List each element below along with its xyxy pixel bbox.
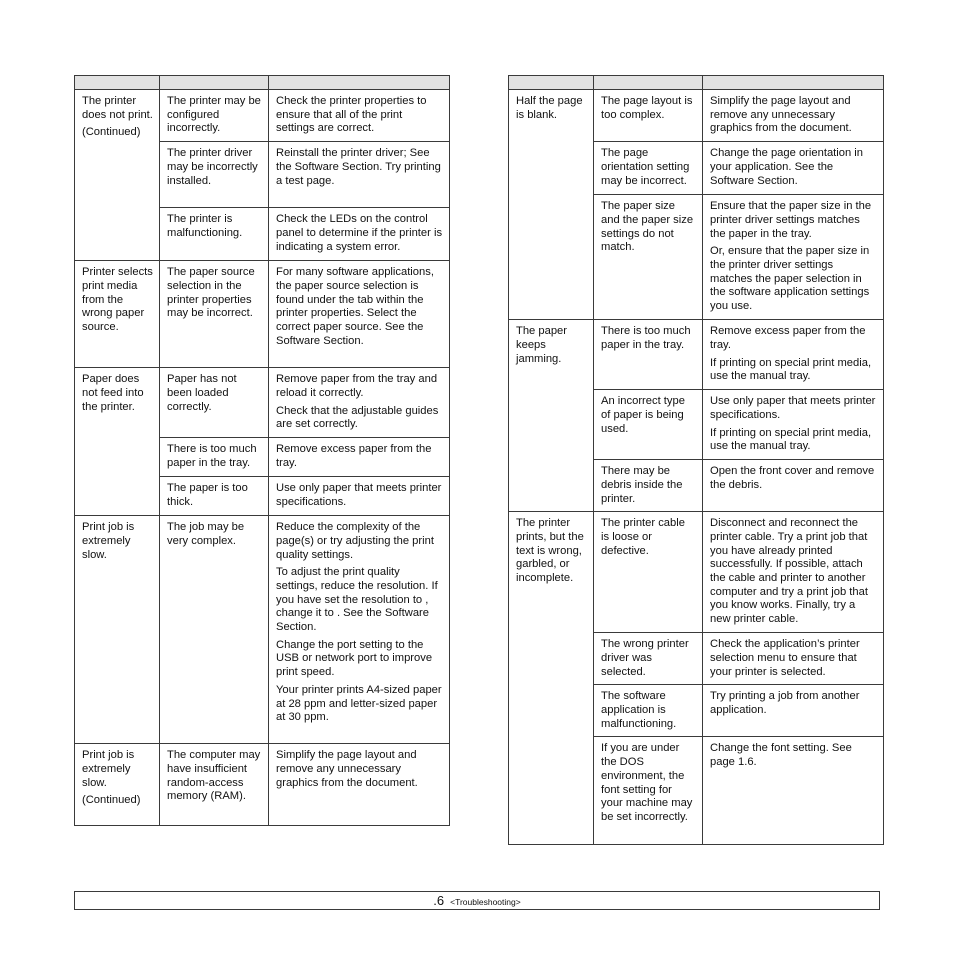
cause-text: The software application is malfunctioning. (601, 690, 677, 730)
cause-cell (594, 685, 703, 737)
cause-cell (160, 90, 269, 142)
solution-cell (269, 477, 450, 516)
cause-cell (160, 438, 269, 477)
solution-cell (269, 438, 450, 477)
cause-text: There is too much paper in the tray. (601, 325, 691, 351)
cause-text: The printer cable is loose or defective. (601, 517, 685, 557)
cause-text: The wrong printer driver was selected. (601, 638, 689, 678)
solution-text: Remove paper from the tray and reload it correctly. (276, 373, 438, 399)
cause-cell (160, 261, 269, 368)
solution-text: For many software applications, the paper source selection is found under the tab within the printer properties. Select the correct paper source. See the Software Section. (276, 266, 434, 347)
solution-text: Disconnect and reconnect the printer cable. Try a print job that you have already printed successfully. If possible, attach the cable and printer to another computer and try a print job that you know works. Finally, try a new printer cable. (710, 517, 868, 626)
solution-text: Or, ensure that the paper size in the printer driver settings matches the paper selection in the software application settings you use. (710, 245, 870, 313)
cause-text: The job may be very complex. (167, 521, 245, 547)
solution-text: Use only paper that meets printer specifications. (276, 482, 442, 508)
solution-text: Simplify the page layout and remove any unnecessary graphics from the document. (276, 749, 418, 789)
cause-cell (594, 633, 703, 685)
cause-cell (160, 477, 269, 516)
cause-text: The paper source selection in the printer properties may be incorrect. (167, 266, 255, 320)
troubleshooting-table-left (74, 75, 450, 826)
condition-cell (75, 744, 160, 826)
solution-text: Check the application’s printer selection menu to ensure that your printer is selected. (710, 638, 860, 678)
solution-cell (703, 633, 884, 685)
cause-text: The paper size and the paper size settings do not match. (601, 200, 694, 254)
solution-cell (269, 261, 450, 368)
continued-note: (Continued) (82, 794, 141, 807)
solution-text: Simplify the page layout and remove any unnecessary graphics from the document. (710, 95, 852, 135)
condition-cell (75, 261, 160, 368)
cause-cell (594, 390, 703, 460)
solution-text: Change the port setting to the USB or network port to improve print speed. (276, 638, 433, 679)
solution-text: If printing on special print media, use the manual tray. (710, 356, 872, 383)
solution-cell (703, 512, 884, 633)
solution-cell (269, 516, 450, 744)
solution-cell (703, 460, 884, 512)
condition-text: Print job is extremely slow. (82, 749, 135, 789)
cause-cell (160, 516, 269, 744)
solution-text: Try printing a job from another application. (710, 690, 860, 717)
table-row (75, 516, 450, 744)
condition-text: The paper keeps jamming. (516, 325, 567, 365)
cause-cell (160, 208, 269, 261)
solution-text: If printing on special print media, use the manual tray. (710, 426, 872, 453)
table-row (75, 261, 450, 368)
solution-text: Reinstall the printer driver; See the Software Section. Try printing a test page. (276, 147, 441, 187)
cause-text: Paper has not been loaded correctly. (167, 373, 237, 413)
cause-cell (594, 195, 703, 320)
condition-text: The printer does not print. (82, 95, 153, 121)
cause-cell (594, 142, 703, 195)
solution-text: Reduce the complexity of the page(s) or try adjusting the print quality settings. (276, 521, 434, 561)
condition-text: Printer selects print media from the wrong paper source. (82, 266, 153, 333)
cause-cell (594, 320, 703, 390)
condition-text: Half the page is blank. (516, 95, 583, 121)
solution-cell (269, 368, 450, 438)
solution-cell (703, 737, 884, 845)
solution-text: Change the page orientation in your application. See the Software Section. (710, 147, 864, 187)
cause-text: There may be debris inside the printer. (601, 465, 683, 505)
cause-cell (594, 90, 703, 142)
header-condition (75, 76, 160, 90)
solution-text: Use only paper that meets printer specifications. (710, 395, 876, 421)
table-row (509, 320, 884, 390)
cause-cell (594, 512, 703, 633)
cause-cell (594, 460, 703, 512)
condition-cell (509, 320, 594, 512)
condition-cell (75, 516, 160, 744)
table-row (509, 90, 884, 142)
cause-text: An incorrect type of paper is being used. (601, 395, 685, 435)
page-number: .6 (433, 893, 445, 908)
solution-cell (269, 208, 450, 261)
section-name: <Troubleshooting> (450, 897, 521, 907)
solution-cell (269, 142, 450, 208)
solution-text: Check the printer properties to ensure that all of the print settings are correct. (276, 95, 427, 135)
condition-text: Print job is extremely slow. (82, 521, 135, 561)
condition-cell (75, 368, 160, 516)
cause-text: The printer may be configured incorrectly. (167, 95, 261, 135)
solution-cell (703, 142, 884, 195)
table-row (75, 368, 450, 438)
table-header-row (75, 76, 450, 90)
condition-cell (509, 512, 594, 845)
solution-cell (703, 390, 884, 460)
header-solution (269, 76, 450, 90)
cause-cell (160, 744, 269, 826)
solution-cell (269, 744, 450, 826)
header-cause (160, 76, 269, 90)
solution-text: Check the LEDs on the control panel to determine if the printer is indicating a system error. (276, 213, 443, 253)
condition-text: The printer prints, but the text is wrong, garbled, or incomplete. (516, 517, 584, 585)
cause-text: If you are under the DOS environment, the font setting for your machine may be set incorrectly. (601, 742, 693, 823)
solution-cell (703, 320, 884, 390)
cause-cell (160, 368, 269, 438)
table-header-row (509, 76, 884, 90)
condition-cell (509, 90, 594, 320)
cause-text: The page orientation setting may be incorrect. (601, 147, 690, 187)
solution-text: Change the font setting. See page 1.6. (710, 742, 852, 769)
solution-text: Remove excess paper from the tray. (276, 443, 432, 469)
solution-cell (703, 90, 884, 142)
cause-cell (594, 737, 703, 845)
cause-cell (160, 142, 269, 208)
page-footer (74, 891, 880, 910)
condition-text: Paper does not feed into the printer. (82, 373, 144, 413)
header-condition (509, 76, 594, 90)
solution-text: Your printer prints A4-sized paper at 28 ppm and letter-sized paper at 30 ppm. (276, 683, 442, 724)
solution-text: Open the front cover and remove the debris. (710, 465, 875, 491)
table-row (75, 90, 450, 142)
solution-cell (269, 90, 450, 142)
troubleshooting-table-right (508, 75, 884, 845)
cause-text: The computer may have insufficient random-access memory (RAM). (167, 749, 261, 803)
solution-text: Remove excess paper from the tray. (710, 325, 866, 351)
condition-cell (75, 90, 160, 261)
continued-note: (Continued) (82, 126, 141, 139)
table-row (509, 512, 884, 633)
cause-text: There is too much paper in the tray. (167, 443, 257, 469)
solution-cell (703, 195, 884, 320)
solution-text: Check that the adjustable guides are set correctly. (276, 404, 439, 431)
cause-text: The printer is malfunctioning. (167, 213, 243, 239)
cause-text: The paper is too thick. (167, 482, 248, 508)
header-cause (594, 76, 703, 90)
header-solution (703, 76, 884, 90)
cause-text: The printer driver may be incorrectly installed. (167, 147, 258, 187)
solution-text: Ensure that the paper size in the printer driver settings matches the paper in the tray. (710, 200, 872, 240)
cause-text: The page layout is too complex. (601, 95, 693, 121)
table-row (75, 744, 450, 826)
solution-cell (703, 685, 884, 737)
solution-text: To adjust the print quality settings, reduce the resolution. If you have set the resolution to , change it to . See the Software Section. (276, 566, 438, 634)
